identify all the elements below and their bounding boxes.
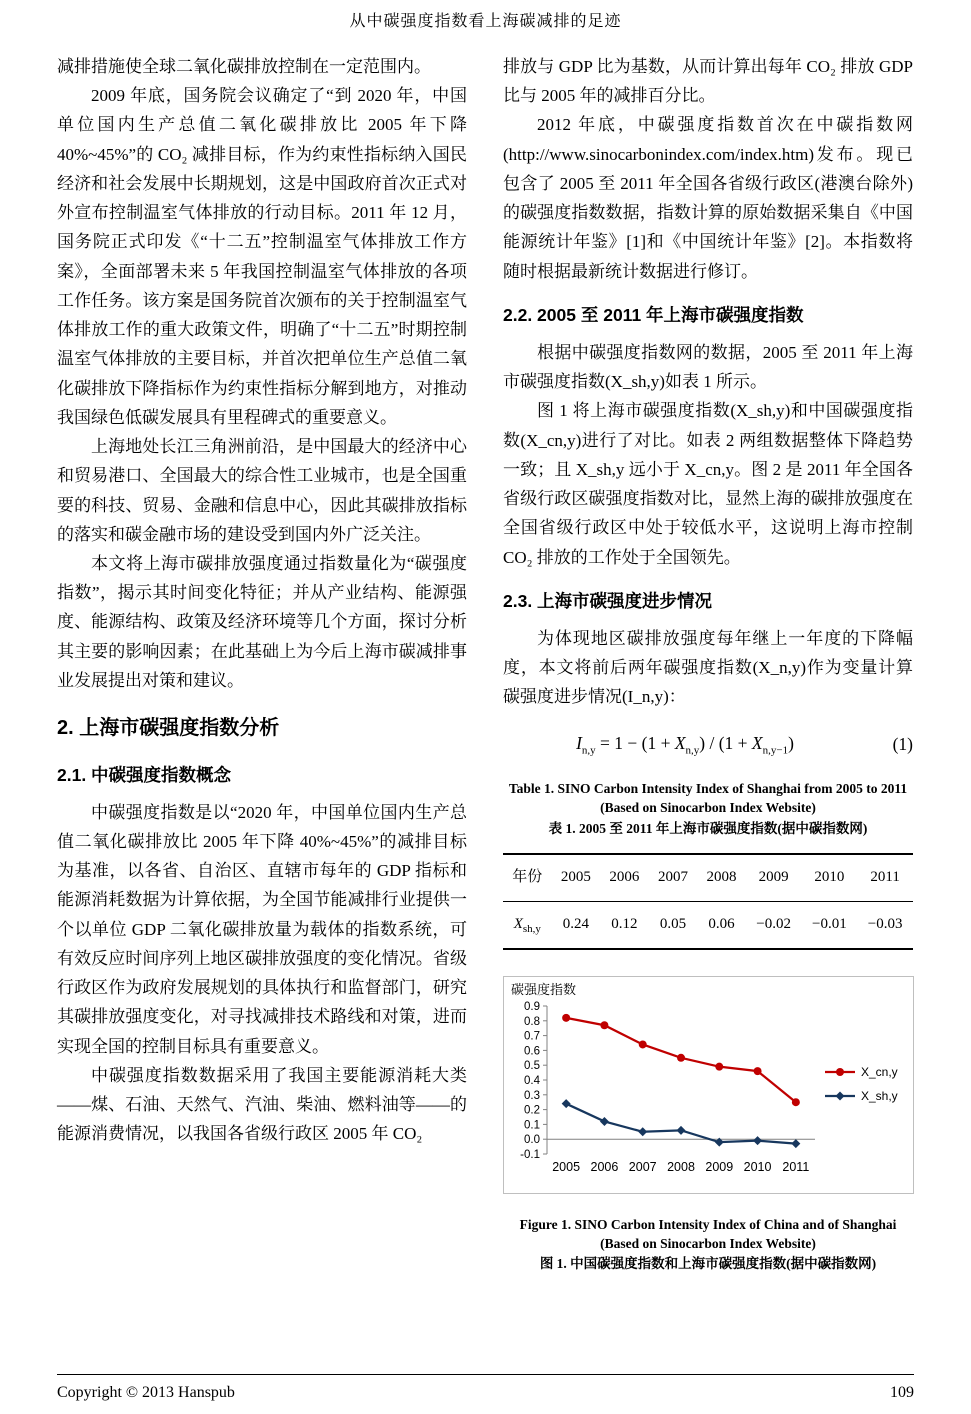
row-label-variable: X: [513, 915, 523, 932]
table-cell: 2009: [758, 868, 789, 885]
section-heading-2-2: 2.2. 2005 至 2011 年上海市碳强度指数: [503, 304, 804, 325]
y-tick-label: 0.2: [524, 1105, 540, 1118]
carbon-index-table: [503, 853, 913, 951]
equation-text: = 1 − (1 +: [595, 732, 675, 753]
table-cell: −0.03: [867, 916, 903, 933]
equation-subscript: n,y−1: [762, 744, 789, 757]
equation-number: (1): [892, 733, 913, 754]
table-1-caption-en: Table 1. SINO Carbon Intensity Index of Shanghai from 2005 to 2011 (Based on Sinocarbon Index Website): [508, 781, 908, 815]
table-1-block: [503, 780, 913, 950]
x-tick-label: 2009: [705, 1160, 734, 1175]
page-number: 109: [890, 1384, 914, 1401]
paragraph: 图 1 将上海市碳强度指数(X_sh,y)和中国碳强度指数(X_cn,y)进行了对比。如表 2 两组数据整体下降趋势一致；且 X_sh,y 远小于 X_cn,y。图 2 是 2011 年全国各省级行政区碳强度指数对比，显然上海的碳排放强度在全国省级行政区中处于较低水平，这说明上海市控制 CO₂ 排放的工作处于全国领先。: [503, 401, 913, 567]
left-column: [57, 52, 467, 1274]
equation-1-math: [503, 728, 867, 760]
chart-title: 碳强度指数: [511, 982, 577, 998]
x-tick-label: 2006: [590, 1160, 619, 1175]
table-cell: 2008: [706, 868, 737, 885]
series-marker: [562, 1014, 570, 1022]
table-cell: 0.24: [562, 916, 589, 933]
series-marker: [639, 1041, 647, 1049]
table-cell: 0.05: [659, 916, 687, 933]
legend-label: X_cn,y: [861, 1065, 898, 1080]
series-marker: [600, 1022, 608, 1030]
table-cell: 年份: [512, 868, 543, 885]
carbon-intensity-line-chart: [503, 976, 914, 1203]
x-tick-label: 2005: [552, 1160, 581, 1175]
table-cell: 2007: [657, 868, 688, 885]
legend-label: X_sh,y: [861, 1089, 898, 1104]
table-cell: 2005: [560, 868, 591, 885]
y-tick-label: 0.8: [524, 1016, 540, 1029]
y-tick-label: 0.4: [524, 1075, 540, 1088]
equation-variable: X: [751, 732, 763, 753]
table-cell: 0.12: [611, 916, 638, 933]
paragraph: 本文将上海市碳排放强度通过指数量化为“碳强度指数”，揭示其时间变化特征；并从产业结构、能源强度、能源结构、政策及经济环境等几个方面，探讨分析其主要的影响因素；在此基础上为今后上海市碳减排事业发展提出对策和建议。: [57, 553, 467, 690]
row-label-subscript: sh,y: [522, 922, 541, 935]
legend-marker: [836, 1068, 844, 1076]
figure-1-caption-zh: 图 1. 中国碳强度指数和上海市碳强度指数(据中碳指数网): [539, 1256, 877, 1272]
table-cell: 2010: [814, 868, 845, 885]
equation-text: ) / (1 +: [699, 732, 752, 753]
equation-subscript: n,y: [685, 744, 700, 757]
x-tick-label: 2010: [743, 1160, 772, 1175]
figure-1-captions: [503, 1216, 913, 1275]
equation-subscript: n,y: [581, 744, 596, 757]
paragraph: 上海地处长江三角洲前沿，是中国最大的经济中心和贸易港口、全国最大的综合性工业城市，也是全国重要的科技、贸易、金融和信息中心，因此其碳排放指标的落实和碳金融市场的建设受到国内外广泛关注。: [57, 437, 467, 544]
page-footer: [57, 1374, 914, 1402]
y-tick-label: 0.3: [524, 1090, 540, 1103]
x-tick-label: 2011: [782, 1160, 810, 1175]
table-1-caption-zh: 表 1. 2005 至 2011 年上海市碳强度指数(据中碳指数网): [548, 820, 868, 836]
table-cell: 2006: [609, 868, 640, 885]
table-cell: −0.01: [811, 916, 847, 933]
paragraph: 排放与 GDP 比为基数，从而计算出每年 CO₂ 排放 GDP 比与 2005 年的减排百分比。: [503, 57, 913, 106]
series-marker: [792, 1099, 800, 1107]
series-marker: [754, 1068, 762, 1076]
y-tick-label: 0.9: [524, 1001, 540, 1014]
equation-text: ): [788, 732, 794, 753]
table-cell: 2011: [870, 868, 900, 885]
figure-1-svg: [503, 976, 914, 1194]
equation-variable: X: [674, 732, 686, 753]
y-tick-label: 0.1: [524, 1119, 540, 1132]
right-column: [503, 52, 913, 1274]
equation-1: [503, 728, 913, 760]
table-cell: −0.02: [756, 916, 791, 933]
y-tick-label: -0.1: [520, 1149, 540, 1162]
paragraph: 中碳强度指数是以“2020 年，中国单位国内生产总值二氧化碳排放比 2005 年下降 40%~45%”的减排目标为基准，以各省、自治区、直辖市每年的 GDP 指标和能源消耗数据为计算依据，为全国节能减排行业提供一个以单位 GDP 二氧化碳排放量为载体的指数系统，可有效反应时间序列上地区碳排放强度的变化情况。省级行政区作为政府发展规划的具体执行和监督部门，研究其碳排放强度变化，对寻找减排技术路线和对策，进而实现全国的控制目标具有重要意义。: [57, 802, 467, 1056]
paragraph: 2012 年底，中碳强度指数首次在中碳指数网(http://www.sinocarbonindex.com/index.htm)发布。现已包含了 2005 至 2011 年全国各省级行政区(港澳台除外)的碳强度指数数据，指数计算的原始数据采集自《中国能源统计年鉴》[1]和《中国统计年鉴》[2]。本指数将随时根据最新统计数据进行修订。: [503, 115, 913, 281]
table-header-row: [503, 854, 913, 901]
y-tick-label: 0.6: [524, 1045, 540, 1058]
x-tick-label: 2008: [667, 1160, 695, 1175]
copyright-text: Copyright © 2013 Hanspub: [57, 1384, 235, 1401]
table-data-row: [503, 901, 913, 949]
series-marker: [677, 1054, 685, 1062]
paragraph: 中碳强度指数数据采用了我国主要能源消耗大类——煤、石油、天然气、汽油、柴油、燃料油等——的能源消费情况，以我国各省级行政区 2005 年 CO₂: [57, 1065, 467, 1144]
y-tick-label: 0.7: [524, 1031, 540, 1044]
paragraph: 2009 年底，国务院会议确定了“到 2020 年，中国单位国内生产总值二氧化碳排放比 2005 年下降 40%~45%”的 CO₂ 减排目标，作为约束性指标纳入国民经济和社会发展中长期规划，这是中国政府首次正式对外宣布控制温室气体排放的行动目标。2011 年 12 月，国务院正式印发《“十二五”控制温室气体排放工作方案》，全面部署未来 5 年我国控制温室气体排放的各项工作任务。该方案是国务院首次颁布的关于控制温室气体排放工作的重大政策文件，明确了“十二五”时期控制温室气体排放的主要目标，并首次把单位生产总值二氧化碳排放下降指标作为约束性指标分解到地方，对推动我国绿色低碳发展具有里程碑式的重要意义。: [57, 86, 467, 427]
section-heading-2-3: 2.3. 上海市碳强度进步情况: [503, 590, 713, 611]
figure-1-caption-en: Figure 1. SINO Carbon Intensity Index of China and of Shanghai (Based on Sinocarbon Index Website): [519, 1216, 897, 1251]
y-tick-label: 0.0: [524, 1134, 540, 1147]
running-head-title: 从中碳强度指数看上海碳减排的足迹: [349, 13, 622, 30]
x-tick-label: 2007: [628, 1160, 657, 1175]
paragraph: 根据中碳强度指数网的数据，2005 至 2011 年上海市碳强度指数(X_sh,y)如表 1 所示。: [503, 342, 913, 392]
two-column-body: [57, 52, 914, 1274]
section-heading-2-1: 2.1. 中碳强度指数概念: [57, 764, 232, 785]
table-cell: [503, 901, 552, 949]
paragraph: 减排措施使全球二氧化碳排放控制在一定范围内。: [57, 57, 431, 76]
y-tick-label: 0.5: [524, 1060, 540, 1073]
table-cell: 0.06: [708, 916, 735, 933]
series-marker: [715, 1063, 723, 1071]
figure-1-block: [503, 976, 913, 1274]
equation-variable: I: [576, 732, 582, 753]
paragraph: 为体现地区碳排放强度每年继上一年度的下降幅度，本文将前后两年碳强度指数(X_n,y)作为变量计算碳强度进步情况(I_n,y)：: [503, 628, 913, 707]
section-heading-2: 2. 上海市碳强度指数分析: [57, 717, 280, 740]
